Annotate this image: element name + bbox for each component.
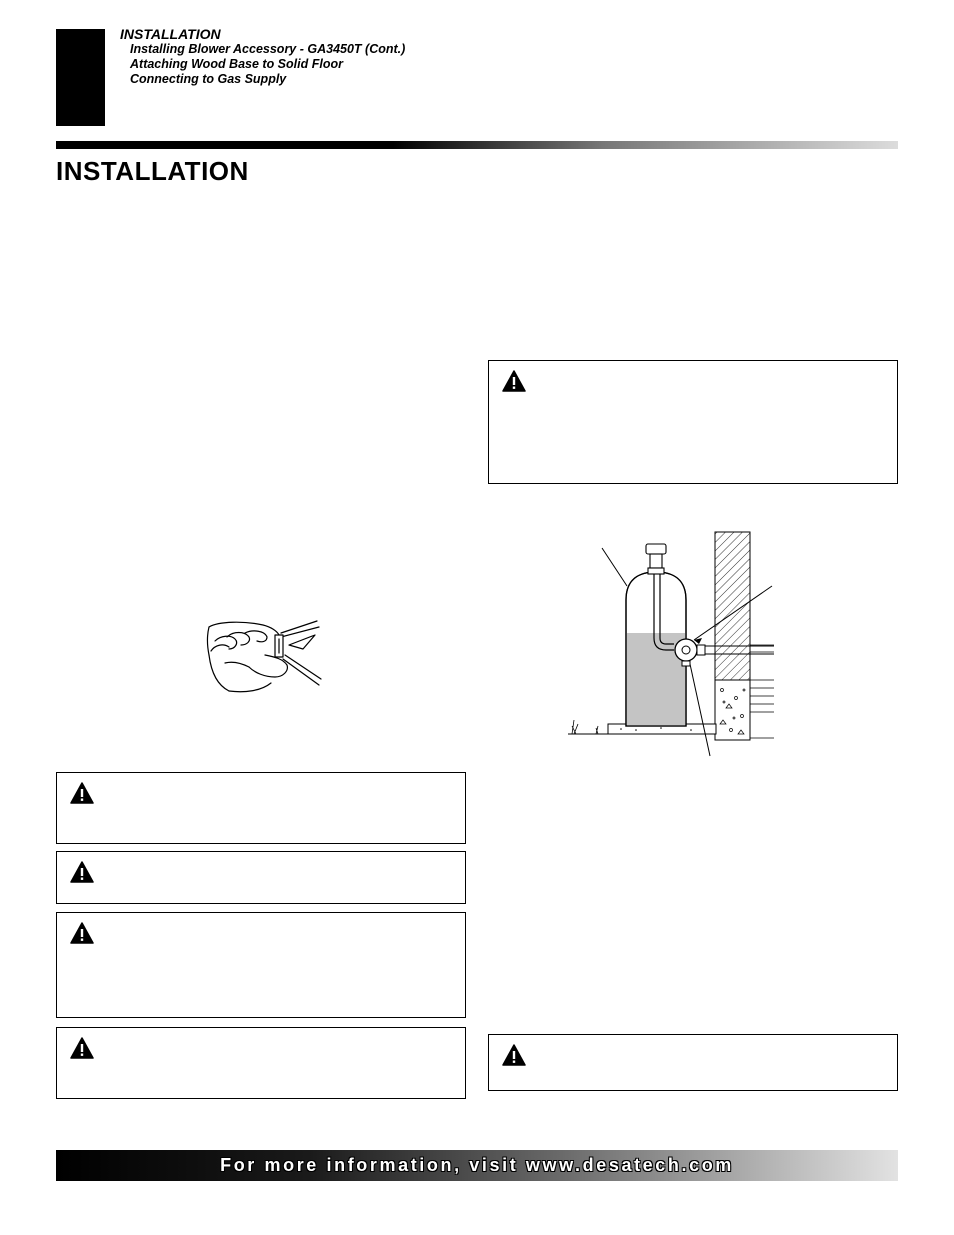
warning-triangle-icon (70, 861, 94, 883)
header-subtitle-2: Attaching Wood Base to Solid Floor (130, 57, 343, 71)
header-subtitle-1: Installing Blower Accessory - GA3450T (Cont.) (130, 42, 406, 56)
warning-box-right-top (488, 360, 898, 484)
header-black-tab (56, 29, 105, 126)
header-rule-bar (56, 141, 898, 149)
header-title: INSTALLATION (120, 26, 221, 42)
hand-crimping-wire-illustration (205, 615, 325, 695)
header-subtitle-3: Connecting to Gas Supply (130, 72, 287, 86)
warning-box-left-3 (56, 912, 466, 1018)
warning-triangle-icon (502, 370, 526, 392)
footer-website-text[interactable]: For more information, visit www.desatech.com (220, 1155, 734, 1175)
warning-box-right-bottom (488, 1034, 898, 1091)
warning-box-left-4 (56, 1027, 466, 1099)
warning-triangle-icon (70, 922, 94, 944)
section-title: INSTALLATION (56, 156, 249, 186)
warning-box-left-1 (56, 772, 466, 844)
warning-box-left-2 (56, 851, 466, 904)
warning-triangle-icon (70, 782, 94, 804)
warning-triangle-icon (502, 1044, 526, 1066)
header-breadcrumb (120, 26, 405, 87)
warning-triangle-icon (70, 1037, 94, 1059)
propane-tank-illustration (566, 530, 776, 760)
